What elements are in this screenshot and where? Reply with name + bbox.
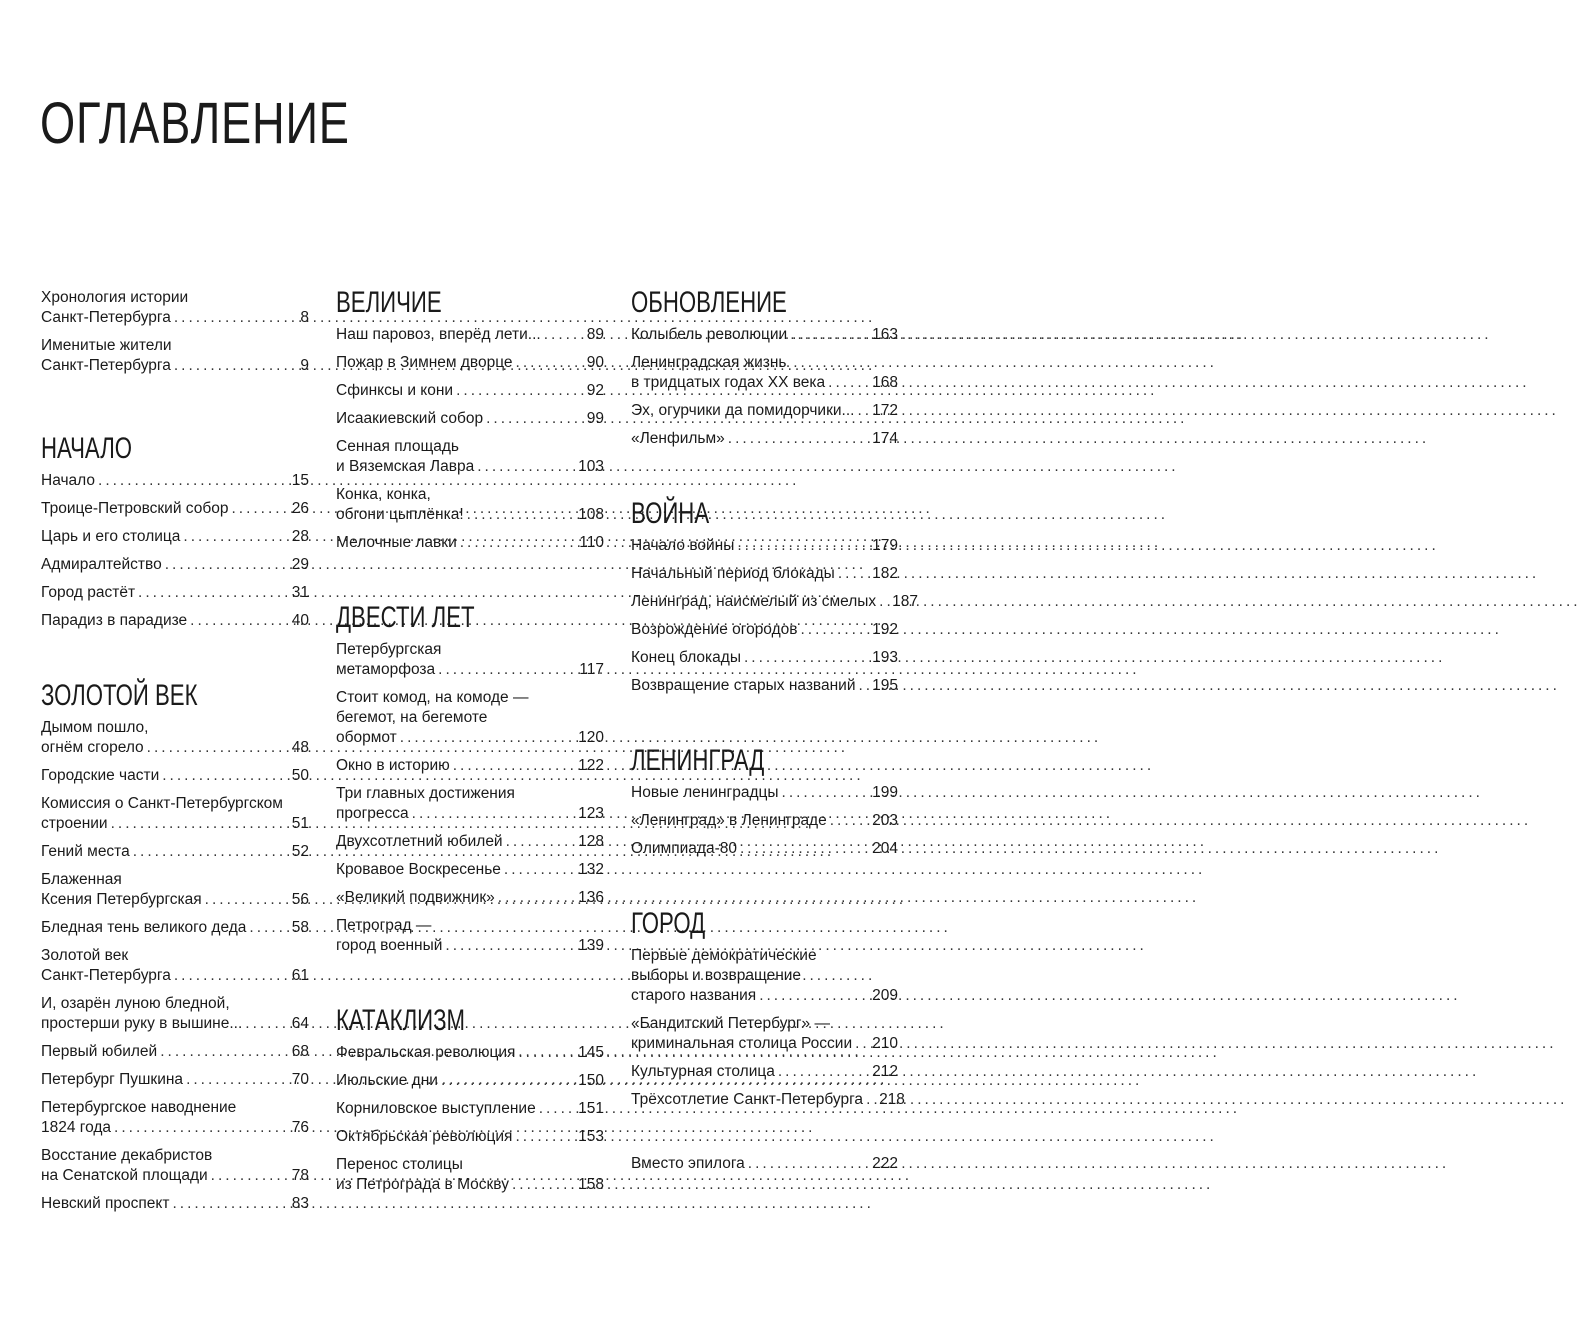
entry-title-line: Начальный период блокады — [631, 565, 835, 582]
dot-leader — [857, 401, 869, 421]
toc-entry[interactable] — [631, 325, 898, 345]
page-number: 222 — [872, 1155, 898, 1172]
dot-leader — [759, 986, 869, 1006]
page-number: 150 — [578, 1072, 604, 1089]
page-number: 187 — [892, 593, 919, 610]
page-number: 90 — [586, 354, 604, 371]
entry-title-line: Три главных достижения — [336, 785, 515, 802]
toc-entry[interactable] — [336, 688, 604, 748]
dot-leader — [830, 811, 869, 831]
dot-leader — [111, 814, 289, 834]
entry-title-line: Ксения Петербургская — [41, 891, 202, 908]
intro-list — [41, 288, 309, 376]
entry-title-line: Именитые жители — [41, 337, 172, 354]
page-number: 51 — [291, 815, 309, 832]
toc-entry[interactable] — [336, 832, 604, 852]
toc-entry[interactable] — [631, 564, 898, 584]
page-number: 203 — [872, 812, 898, 829]
page-number: 64 — [291, 1015, 309, 1032]
toc-entry[interactable] — [336, 381, 604, 401]
entry-title-line: Золотой век — [41, 947, 129, 964]
page-number: 195 — [872, 677, 898, 694]
page-number: 15 — [291, 472, 309, 489]
toc-entry[interactable] — [336, 1155, 604, 1195]
entry-title-line: обгони цыплёнка! — [336, 506, 464, 523]
section-title: ДВЕСТИ ЛЕТ — [336, 601, 475, 634]
entry-title-line: Городские части — [41, 767, 160, 784]
dot-leader — [174, 966, 289, 986]
entry-title-line: Троице-Петровский собор — [41, 500, 229, 517]
entry-title-line: Трёхсотлетие Санкт-Петербурга — [631, 1091, 864, 1108]
dot-leader — [498, 888, 575, 908]
entry-title-line: «Великий подвижник» — [336, 889, 495, 906]
toc-entry[interactable] — [631, 1062, 898, 1082]
page-number: 158 — [578, 1176, 604, 1193]
entry-title-line: Двухсотлетний юбилей — [336, 833, 503, 850]
dot-leader — [828, 373, 869, 393]
page-number: 153 — [578, 1128, 604, 1145]
entry-title-line: Октябрьская революция — [336, 1128, 513, 1145]
toc-entry[interactable] — [336, 1127, 604, 1147]
page-number: 117 — [579, 661, 604, 678]
page-number: 103 — [578, 458, 604, 475]
toc-entry[interactable] — [631, 620, 898, 640]
entry-title-line: Санкт-Петербурга — [41, 309, 171, 326]
dot-leader — [211, 1166, 289, 1186]
page-number: 122 — [578, 757, 604, 774]
dot-leader — [205, 890, 289, 910]
toc-entry[interactable] — [41, 527, 309, 547]
entry-title-line: на Сенатской площади — [41, 1167, 208, 1184]
entry-title-line: Новые ленинградцы — [631, 784, 779, 801]
entry-title-line: Конка, конка, — [336, 486, 431, 503]
entry-title-line: Невский проспект — [41, 1195, 170, 1212]
page-number: 182 — [872, 565, 898, 582]
dot-leader — [467, 505, 575, 525]
page-number: 58 — [291, 919, 309, 936]
section — [631, 907, 905, 1110]
dot-leader — [186, 1070, 289, 1090]
entry-title-line: город военный — [336, 937, 443, 954]
section — [631, 746, 898, 859]
toc-entry[interactable] — [41, 1146, 309, 1186]
entry-title-line: Мелочные лавки — [336, 534, 457, 551]
toc-entry[interactable] — [631, 401, 898, 421]
dot-leader — [855, 1034, 869, 1054]
section-title: КАТАКЛИЗМ — [336, 1004, 466, 1037]
entry-title-line: Петербург Пушкина — [41, 1071, 184, 1088]
entry-title-line: Первый юбилей — [41, 1043, 158, 1060]
section — [41, 681, 309, 1214]
toc-entry[interactable] — [41, 1042, 309, 1062]
page-number: 92 — [586, 382, 604, 399]
dot-leader — [453, 756, 575, 776]
page-number: 199 — [872, 784, 898, 801]
entry-title-line: Первые демократические — [631, 947, 817, 964]
dot-leader — [456, 381, 584, 401]
toc-entry[interactable] — [336, 409, 604, 429]
toc-entry[interactable] — [41, 870, 309, 910]
section — [41, 434, 309, 631]
toc-entry[interactable] — [631, 536, 898, 556]
dot-leader — [400, 728, 575, 748]
entry-title-line: Блаженная — [41, 871, 122, 888]
toc-entry[interactable] — [41, 918, 309, 938]
dot-leader — [441, 1071, 575, 1091]
toc-entry[interactable] — [41, 583, 309, 603]
toc-entry[interactable] — [336, 1071, 604, 1091]
entry-title-line: Июльские дни — [336, 1072, 438, 1089]
dot-leader — [866, 1090, 876, 1110]
section — [631, 497, 919, 696]
entry-title-line: Восстание декабристов — [41, 1147, 213, 1164]
toc-entry[interactable] — [631, 1090, 905, 1110]
entry-title-line: в тридцатых годах XX века — [631, 374, 826, 391]
entry-title-line: Ленинградская жизнь — [631, 354, 787, 371]
entry-title-line: из Петрограда в Москву — [336, 1176, 509, 1193]
toc-entry[interactable] — [41, 555, 309, 575]
dot-leader — [245, 1014, 288, 1034]
entry-title-line: Стоит комод, на комоде — — [336, 689, 529, 706]
dot-leader — [518, 1043, 575, 1063]
toc-entry[interactable] — [41, 1194, 309, 1214]
toc-entry[interactable] — [336, 325, 604, 345]
page-title: ОГЛАВЛЕНИЕ — [40, 91, 350, 156]
toc-entry[interactable] — [631, 1014, 898, 1054]
page-number: 110 — [579, 534, 604, 551]
entry-title-line: Петербургское наводнение — [41, 1099, 237, 1116]
toc-entry[interactable] — [336, 1043, 604, 1063]
page-number: 31 — [291, 584, 309, 601]
section — [336, 603, 604, 956]
toc-entry[interactable] — [41, 718, 309, 758]
dot-leader — [98, 471, 289, 491]
entry-title-line: Возвращение старых названий — [631, 677, 856, 694]
toc-entry[interactable] — [336, 916, 604, 956]
dot-leader — [438, 660, 576, 680]
page-number: 48 — [291, 739, 309, 756]
dot-leader — [516, 353, 584, 373]
page-number: 78 — [291, 1167, 309, 1184]
toc-column-1 — [41, 288, 309, 1222]
toc-entry[interactable] — [41, 794, 309, 834]
entry-title-line: Наш паровоз, вперёд лети... — [336, 326, 541, 343]
dot-leader — [174, 356, 298, 376]
entry-title-line: Город растёт — [41, 584, 136, 601]
page-number: 192 — [872, 621, 898, 638]
toc-entry[interactable] — [631, 648, 898, 668]
page-number: 83 — [291, 1195, 309, 1212]
dot-leader — [778, 1062, 869, 1082]
entry-title-line: «Ленинград» в Ленинграде — [631, 812, 827, 829]
entry-title-line: Кровавое Воскресенье — [336, 861, 501, 878]
entry-title-line: Парадиз в парадизе — [41, 612, 188, 629]
toc-entry[interactable] — [41, 471, 309, 491]
entry-title-line: Адмиралтейство — [41, 556, 162, 573]
dot-leader — [801, 620, 870, 640]
entry-title-line: Исаакиевский собор — [336, 410, 484, 427]
page-number: 123 — [578, 805, 604, 822]
entry-title-line: Перенос столицы — [336, 1156, 463, 1173]
dot-leader — [790, 325, 869, 345]
dot-leader — [412, 804, 575, 824]
entry-title-line: Вместо эпилога — [631, 1155, 745, 1172]
page-number: 56 — [291, 891, 309, 908]
dot-leader — [506, 832, 576, 852]
section-title: ВОЙНА — [631, 497, 710, 530]
entry-title-line: 1824 года — [41, 1119, 112, 1136]
toc-column-2 — [336, 288, 604, 1203]
page-number: 210 — [872, 1035, 898, 1052]
toc-entry[interactable] — [336, 485, 604, 525]
entry-title-line: Санкт-Петербурга — [41, 967, 171, 984]
toc-entry[interactable] — [41, 766, 309, 786]
entry-title-line: Начало войны — [631, 537, 735, 554]
dot-leader — [539, 1099, 575, 1119]
dot-leader — [486, 409, 584, 429]
toc-entry[interactable] — [41, 1070, 309, 1090]
entry-title-line: «Бандитский Петербург» — — [631, 1015, 830, 1032]
entry-title-line: Гений места — [41, 843, 130, 860]
toc-entry[interactable] — [41, 499, 309, 519]
toc-entry[interactable] — [41, 336, 309, 376]
page-number: 120 — [578, 729, 604, 746]
toc-entry[interactable] — [336, 437, 604, 477]
dot-leader — [544, 325, 584, 345]
entry-title-line: Комиссия о Санкт-Петербургском — [41, 795, 283, 812]
page-number: 179 — [872, 537, 898, 554]
page-number: 52 — [291, 843, 309, 860]
dot-leader — [477, 457, 575, 477]
toc-entry[interactable] — [631, 592, 919, 612]
entry-title-line: Петербургская — [336, 641, 442, 658]
entry-title-line: Возрождение огородов — [631, 621, 798, 638]
page-number: 61 — [291, 967, 309, 984]
dot-leader — [737, 536, 869, 556]
page-number: 136 — [578, 889, 604, 906]
page-number: 8 — [300, 309, 309, 326]
dot-leader — [190, 611, 289, 631]
toc-entry[interactable] — [631, 783, 898, 803]
dot-leader — [174, 308, 298, 328]
page-number: 26 — [291, 500, 309, 517]
dot-leader — [859, 676, 870, 696]
entry-title-line: обормот — [336, 729, 397, 746]
section-title: ОБНОВЛЕНИЕ — [631, 286, 787, 319]
page-number: 9 — [300, 357, 309, 374]
toc-entry[interactable] — [336, 860, 604, 880]
dot-leader — [748, 1154, 869, 1174]
entry-title-line: метаморфоза — [336, 661, 436, 678]
entry-title-line: Петроград — — [336, 917, 432, 934]
dot-leader — [728, 429, 869, 449]
dot-leader — [231, 499, 288, 519]
dot-leader — [740, 839, 869, 859]
toc-entry[interactable] — [41, 1098, 309, 1138]
entry-title-line: и Вяземская Лавра — [336, 458, 475, 475]
page-number: 193 — [872, 649, 898, 666]
page-number: 70 — [291, 1071, 309, 1088]
toc-entry[interactable] — [336, 1099, 604, 1119]
dot-leader — [160, 1042, 289, 1062]
entry-title-line: строении — [41, 815, 108, 832]
dot-leader — [114, 1118, 289, 1138]
page-number: 40 — [291, 612, 309, 629]
section-title: ВЕЛИЧИЕ — [336, 286, 442, 319]
entry-title-line: Олимпиада-80 — [631, 840, 737, 857]
section — [336, 1006, 604, 1195]
dot-leader — [879, 592, 889, 612]
entry-title-line: Пожар в Зимнем дворце — [336, 354, 513, 371]
dot-leader — [515, 1127, 575, 1147]
section-title: ГОРОД — [631, 907, 706, 940]
entry-title-line: Эх, огурчики да помидорчики... — [631, 402, 855, 419]
page-number: 145 — [578, 1044, 604, 1061]
dot-leader — [504, 860, 575, 880]
entry-title-line: Дымом пошло, — [41, 719, 149, 736]
entry-title-line: Начало — [41, 472, 96, 489]
page-number: 218 — [879, 1091, 905, 1108]
toc-entry[interactable] — [336, 353, 604, 373]
toc-entry[interactable] — [631, 839, 898, 859]
toc-entry[interactable] — [631, 676, 898, 696]
page-number: 28 — [291, 528, 309, 545]
toc-entry[interactable] — [631, 1154, 898, 1174]
outro-list — [631, 1154, 898, 1174]
page-number: 174 — [872, 430, 898, 447]
entry-title-line: Сфинксы и кони — [336, 382, 454, 399]
entry-title-line: Ленинград, наисмелый из смелых — [631, 593, 877, 610]
page-number: 132 — [578, 861, 604, 878]
entry-title-line: Культурная столица — [631, 1063, 775, 1080]
page-number: 212 — [872, 1063, 898, 1080]
section — [336, 288, 604, 553]
toc-entry[interactable] — [336, 756, 604, 776]
toc-entry[interactable] — [41, 288, 309, 328]
dot-leader — [445, 936, 575, 956]
toc-entry[interactable] — [336, 784, 604, 824]
section-title: ЗОЛОТОЙ ВЕК — [41, 679, 198, 712]
entry-title-line: Февральская революция — [336, 1044, 516, 1061]
page-number: 204 — [872, 840, 898, 857]
toc-entry[interactable] — [631, 946, 898, 1006]
dot-leader — [133, 842, 289, 862]
entry-title-line: прогресса — [336, 805, 409, 822]
page-number: 172 — [872, 402, 898, 419]
toc-entry[interactable] — [41, 842, 309, 862]
page-number: 29 — [291, 556, 309, 573]
dot-leader — [138, 583, 289, 603]
entry-title-line: Конец блокады — [631, 649, 741, 666]
entry-title-line: Санкт-Петербурга — [41, 357, 171, 374]
dot-leader — [183, 527, 288, 547]
page-number: 168 — [872, 374, 898, 391]
entry-title-line: старого названия — [631, 987, 757, 1004]
toc-entry[interactable] — [41, 946, 309, 986]
entry-title-line: Хронология истории — [41, 289, 189, 306]
entry-title-line: огнём сгорело — [41, 739, 144, 756]
entry-title-line: «Ленфильм» — [631, 430, 725, 447]
entry-title-line: Бледная тень великого деда — [41, 919, 247, 936]
page-number: 108 — [578, 506, 604, 523]
toc-column-3 — [631, 286, 919, 1182]
entry-title-line: Корниловское выступление — [336, 1100, 536, 1117]
dot-leader — [162, 766, 289, 786]
page-number: 89 — [586, 326, 604, 343]
toc-entry[interactable] — [631, 811, 898, 831]
section — [631, 288, 898, 449]
dot-leader — [165, 555, 289, 575]
entry-title-line: бегемот, на бегемоте — [336, 709, 488, 726]
entry-title-line: Сенная площадь — [336, 438, 459, 455]
page-number: 163 — [872, 326, 898, 343]
toc-entry[interactable] — [336, 533, 604, 553]
entry-title-line: Царь и его столица — [41, 528, 181, 545]
entry-title-line: выборы и возвращение — [631, 967, 802, 984]
section-title: НАЧАЛО — [41, 432, 133, 465]
dot-leader — [838, 564, 869, 584]
dot-leader — [172, 1194, 288, 1214]
dot-leader — [782, 783, 870, 803]
page-number: 68 — [291, 1043, 309, 1060]
toc-entry[interactable] — [41, 611, 309, 631]
page-number: 139 — [578, 937, 604, 954]
toc-entry[interactable] — [336, 888, 604, 908]
page-number: 99 — [586, 410, 604, 427]
page-number: 128 — [578, 833, 604, 850]
toc-entry[interactable] — [41, 994, 309, 1034]
toc-entry[interactable] — [631, 353, 898, 393]
dot-leader — [744, 648, 869, 668]
dot-leader — [249, 918, 288, 938]
toc-entry[interactable] — [336, 640, 604, 680]
section-title: ЛЕНИНГРАД — [631, 744, 765, 777]
entry-title-line: криминальная столица России — [631, 1035, 853, 1052]
entry-title-line: простерши руку в вышине... — [41, 1015, 243, 1032]
page-number: 50 — [291, 767, 309, 784]
entry-title-line: Окно в историю — [336, 757, 450, 774]
dot-leader — [460, 533, 577, 553]
dot-leader — [147, 738, 289, 758]
toc-entry[interactable] — [631, 429, 898, 449]
entry-title-line: И, озарён луною бледной, — [41, 995, 230, 1012]
page-number: 76 — [291, 1119, 309, 1136]
entry-title-line: Колыбель революции — [631, 326, 788, 343]
page-number: 151 — [578, 1100, 604, 1117]
dot-leader — [512, 1175, 575, 1195]
page-number: 209 — [872, 987, 898, 1004]
